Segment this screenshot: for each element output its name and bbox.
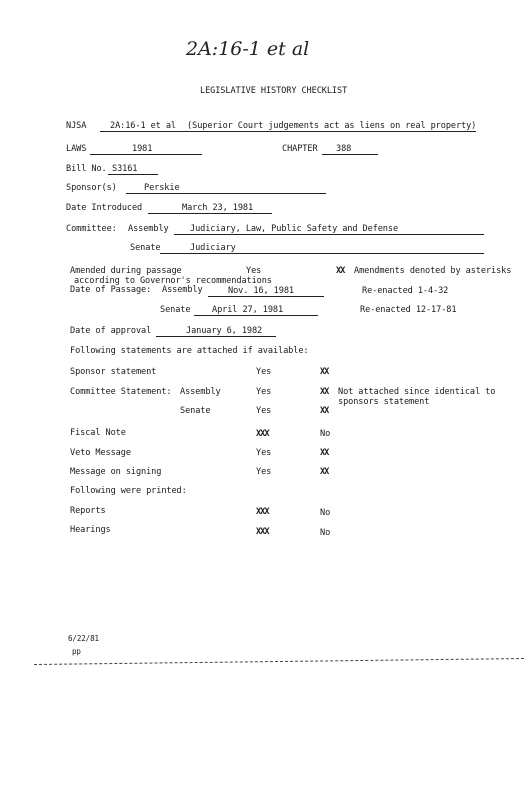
veto-message-yes: Yes: [256, 448, 272, 458]
laws-label: LAWS: [66, 144, 87, 154]
committee-statement-assembly-label: Assembly: [180, 387, 221, 397]
footer-date: 6/22/81: [68, 634, 99, 643]
sponsor-statement-label: Sponsor statement: [70, 367, 157, 377]
committee-assembly-label: Assembly: [128, 224, 169, 234]
date-introduced-value: March 23, 1981: [182, 203, 254, 213]
amended-note: Amendments denoted by asterisks: [354, 266, 512, 276]
hearings-label: Hearings: [70, 525, 111, 535]
hearings-no: No: [320, 528, 331, 538]
bill-label: Bill No.: [66, 164, 107, 174]
committee-statement-note-2: sponsors statement: [338, 397, 430, 407]
passage-assembly-field: [208, 286, 324, 297]
chapter-label: CHAPTER: [282, 144, 318, 154]
passage-label: Date of Passage:: [70, 285, 152, 295]
njsa-label: NJSA: [66, 121, 87, 131]
checklist-title: LEGISLATIVE HISTORY CHECKLIST: [200, 86, 348, 96]
reenacted-1: Re-enacted 1-4-32: [362, 286, 449, 296]
committee-statement-note-1: Not attached since identical to: [338, 387, 496, 397]
sponsor-field: [126, 183, 326, 194]
amended-label: Amended during passage: [70, 266, 182, 276]
reports-label: Reports: [70, 506, 106, 516]
committee-assembly-field: [174, 224, 484, 235]
committee-statement-senate-yes: Yes: [256, 406, 272, 416]
footer-initials: pp: [72, 647, 81, 656]
committee-statement-senate-label: Senate: [180, 406, 211, 416]
njsa-description: (Superior Court judgements act as liens on real property): [187, 121, 477, 131]
message-signing-label: Message on signing: [70, 467, 162, 477]
hearings-yes: XXX: [256, 527, 269, 537]
committee-statement-assembly-no: XX: [320, 387, 329, 397]
amended-no-mark: XX: [336, 266, 345, 276]
bottom-dashed-divider: [34, 658, 524, 665]
chapter-field: [322, 144, 378, 155]
committee-statement-label: Committee Statement:: [70, 387, 172, 397]
committee-statement-assembly-yes: Yes: [256, 387, 272, 397]
following-attached: Following statements are attached if available:: [70, 346, 309, 356]
amended-yes: Yes: [246, 266, 262, 276]
committee-assembly-value: Judiciary, Law, Public Safety and Defense: [190, 224, 399, 234]
committee-label: Committee:: [66, 224, 117, 234]
amended-sub: according to Governor's recommendations: [74, 276, 272, 286]
njsa-field: [100, 121, 476, 132]
njsa-value: 2A:16-1 et al: [110, 121, 176, 131]
passage-assembly-label: Assembly: [162, 285, 203, 295]
fiscal-note-yes: XXX: [256, 429, 269, 439]
sponsor-value: Perskie: [144, 183, 180, 193]
committee-senate-value: Judiciary: [190, 243, 236, 253]
passage-senate-value: April 27, 1981: [212, 305, 284, 315]
bill-value: S3161: [112, 164, 138, 174]
message-signing-no: XX: [320, 467, 329, 477]
following-printed: Following were printed:: [70, 486, 187, 496]
laws-field: [90, 144, 202, 155]
approval-label: Date of approval: [70, 326, 152, 336]
bill-field: [108, 164, 158, 175]
fiscal-note-no: No: [320, 429, 331, 439]
passage-senate-field: [194, 305, 318, 316]
sponsor-label: Sponsor(s): [66, 183, 117, 193]
sponsor-statement-no: XX: [320, 367, 329, 377]
fiscal-note-label: Fiscal Note: [70, 428, 126, 438]
chapter-value: 388: [336, 144, 352, 154]
committee-senate-field: [160, 243, 484, 254]
message-signing-yes: Yes: [256, 467, 272, 477]
reports-yes: XXX: [256, 507, 269, 517]
passage-senate-label: Senate: [160, 305, 191, 315]
reports-no: No: [320, 508, 331, 518]
date-introduced-label: Date Introduced: [66, 203, 143, 213]
committee-statement-senate-no: XX: [320, 406, 329, 416]
committee-senate-label: Senate: [130, 243, 161, 253]
reenacted-2: Re-enacted 12-17-81: [360, 305, 457, 315]
sponsor-statement-yes: Yes: [256, 367, 272, 377]
date-introduced-field: [148, 203, 272, 214]
veto-message-no: XX: [320, 448, 329, 458]
approval-value: January 6, 1982: [186, 326, 263, 336]
handwritten-title: 2A:16-1 et al: [186, 38, 310, 60]
laws-value: 1981: [132, 144, 153, 154]
passage-assembly-value: Nov. 16, 1981: [228, 286, 294, 296]
approval-field: [156, 326, 276, 337]
veto-message-label: Veto Message: [70, 448, 131, 458]
